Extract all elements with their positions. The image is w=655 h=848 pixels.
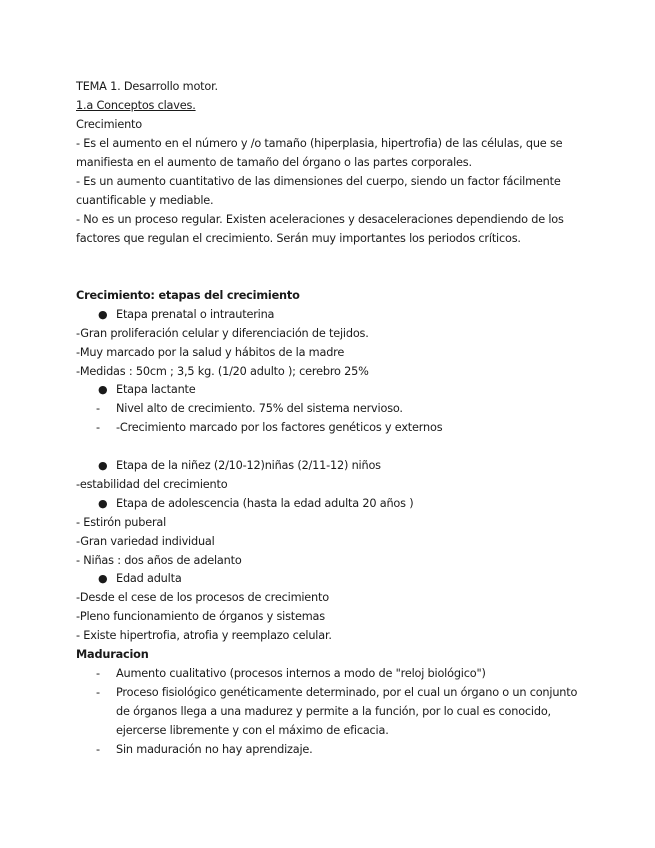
prenatal-line-3: -Medidas : 50cm ; 3,5 kg. (1/20 adulto ); cerebro 25%: [76, 365, 369, 378]
dash-icon: -: [96, 743, 100, 756]
doc-title: TEMA 1. Desarrollo motor.: [76, 80, 218, 93]
mat-line-2b: de órganos llega a una madurez y permite a la función, por lo cual es conocido,: [116, 705, 551, 718]
adol-line-3: - Niñas : dos años de adelanto: [76, 554, 242, 567]
adol-line-1: - Estirón puberal: [76, 516, 167, 529]
stage-prenatal: Etapa prenatal o intrauterina: [116, 308, 275, 321]
growth-def-3b: factores que regulan el crecimiento. Serán muy importantes los periodos críticos.: [76, 232, 521, 245]
doc-subtitle: 1.a Conceptos claves.: [76, 99, 196, 112]
adol-line-2: -Gran variedad individual: [76, 535, 215, 548]
mat-line-1: Aumento cualitativo (procesos internos a modo de "reloj biológico"): [116, 667, 486, 680]
growth-def-3a: - No es un proceso regular. Existen aceleraciones y desaceleraciones dependiendo de los: [76, 213, 564, 226]
growth-heading: Crecimiento: [76, 118, 142, 131]
dash-icon: -: [96, 402, 100, 415]
dash-icon: -: [96, 686, 100, 699]
stages-heading: Crecimiento: etapas del crecimiento: [76, 289, 300, 302]
bullet-icon: ●: [98, 308, 108, 321]
bullet-icon: ●: [98, 572, 108, 585]
adulta-line-1: -Desde el cese de los procesos de crecimiento: [76, 591, 329, 604]
growth-def-1b: manifiesta en el aumento de tamaño del órgano o las partes corporales.: [76, 156, 472, 169]
dash-icon: -: [96, 421, 100, 434]
bullet-icon: ●: [98, 383, 108, 396]
stage-adulta: Edad adulta: [116, 572, 182, 585]
lactante-line-2: -Crecimiento marcado por los factores genéticos y externos: [116, 421, 443, 434]
bullet-icon: ●: [98, 497, 108, 510]
growth-def-1a: - Es el aumento en el número y /o tamaño (hiperplasia, hipertrofia) de las células, que se: [76, 137, 563, 150]
lactante-line-1: Nivel alto de crecimiento. 75% del sistema nervioso.: [116, 402, 403, 415]
maturation-heading: Maduracion: [76, 648, 149, 661]
stage-adolescencia: Etapa de adolescencia (hasta la edad adulta 20 años ): [116, 497, 414, 510]
mat-line-2c: ejercerse libremente y con el máximo de eficacia.: [116, 724, 389, 737]
adulta-line-3: - Existe hipertrofia, atrofia y reemplazo celular.: [76, 629, 332, 642]
stage-ninez: Etapa de la niñez (2/10-12)niñas (2/11-12) niños: [116, 459, 381, 472]
growth-def-2b: cuantificable y mediable.: [76, 194, 214, 207]
bullet-icon: ●: [98, 459, 108, 472]
dash-icon: -: [96, 667, 100, 680]
ninez-line-1: -estabilidad del crecimiento: [76, 478, 228, 491]
mat-line-3: Sin maduración no hay aprendizaje.: [116, 743, 313, 756]
mat-line-2a: Proceso fisiológico genéticamente determinado, por el cual un órgano o un conjunto: [116, 686, 578, 699]
prenatal-line-2: -Muy marcado por la salud y hábitos de la madre: [76, 346, 345, 359]
adulta-line-2: -Pleno funcionamiento de órganos y sistemas: [76, 610, 325, 623]
prenatal-line-1: -Gran proliferación celular y diferenciación de tejidos.: [76, 327, 369, 340]
stage-lactante: Etapa lactante: [116, 383, 196, 396]
growth-def-2a: - Es un aumento cuantitativo de las dimensiones del cuerpo, siendo un factor fácilmente: [76, 175, 561, 188]
